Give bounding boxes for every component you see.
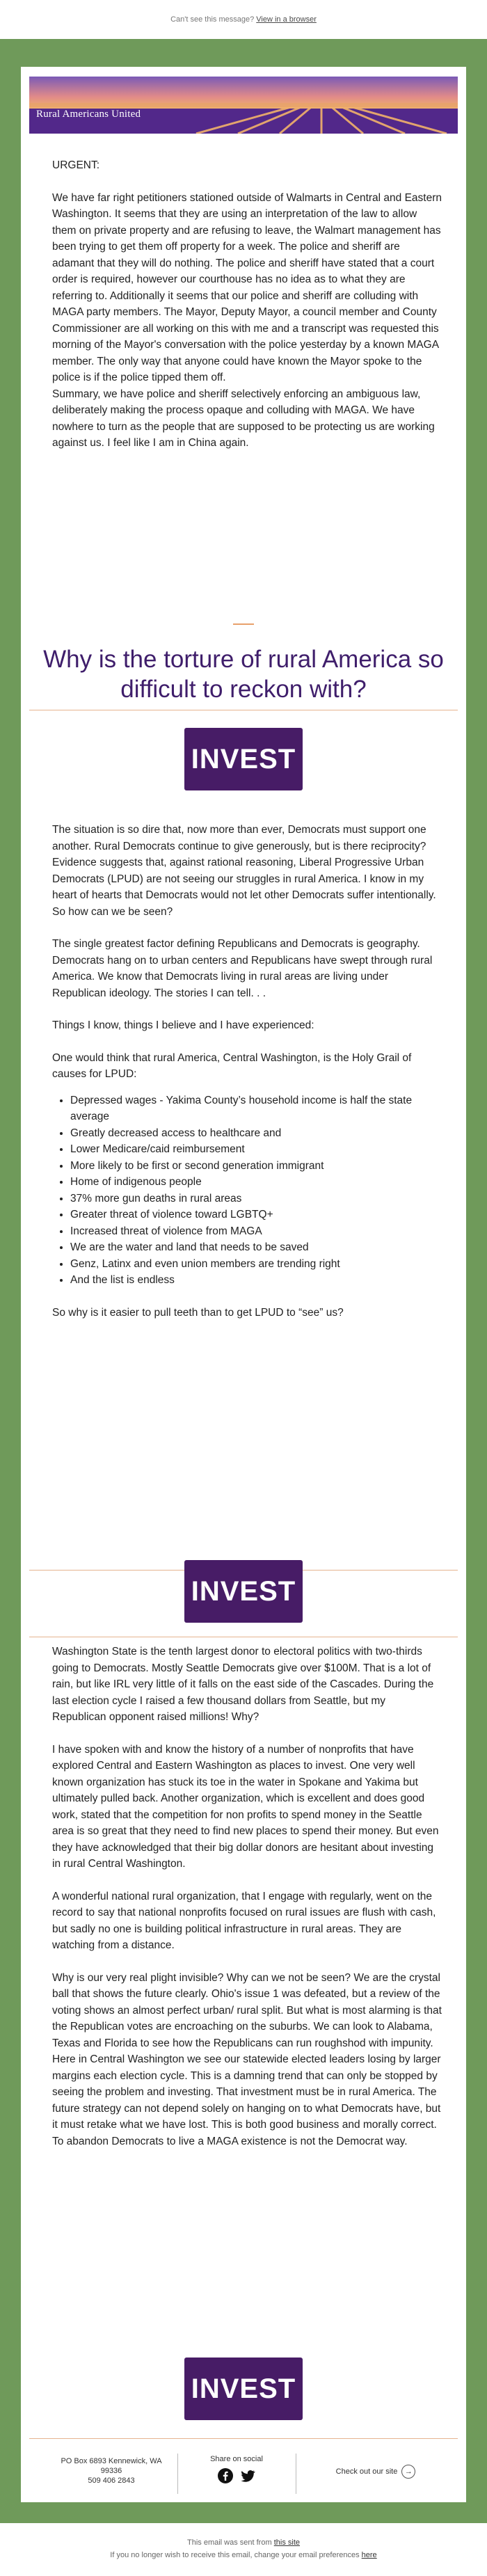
summary-paragraph: Summary, we have police and sheriff selectively enforcing an ambiguous law, deliberately making the process opaque and colluding with MAGA. We have nowhere to turn as the people that are supposed to be protecting us are working against us. I feel like I am in China again. [52, 388, 435, 449]
phone-number: 509 406 2843 [88, 2476, 135, 2485]
list-item: • And the list is endless [70, 1272, 442, 1289]
list-item: • We are the water and land that needs to be saved [70, 1239, 442, 1256]
facebook-icon[interactable] [217, 2467, 234, 2486]
footer-divider [177, 2454, 178, 2494]
preheader-text: Can't see this message? [170, 15, 255, 24]
view-in-browser-link[interactable]: View in a browser [256, 15, 317, 24]
section1-paragraph: Things I know, things I believe and I have experienced: [52, 1019, 314, 1031]
section1-paragraph: One would think that rural America, Central Washington, is the Holy Grail of causes for LPUD: [52, 1051, 412, 1080]
section1-paragraph: The situation is so dire that, now more than ever, Democrats must support one another. Rural Democrats continue to give generously, but is there reciprocity? Evidence suggests that, against rational reasoning, Liberal Progressive Urban Democrats (LPUD) are not seeing our struggles in rural America. I know in my heart of hearts that Democrats would not let other Democrats suffer intentionally. So how can we be seen? [52, 824, 436, 918]
footer-social [184, 2455, 289, 2486]
section2-paragraph: A wonderful national rural organization, that I engage with regularly, went on the record to say that national nonprofits focused on rural issues are flush with cash, but sadly no one is building political infrastructure in rural areas. They are watching from a distance. [52, 1890, 436, 1951]
list-item: • 37% more gun deaths in rural areas [70, 1191, 442, 1207]
invest-button[interactable]: INVEST [184, 1560, 303, 1623]
intro-paragraph: We have far right petitioners stationed outside of Walmarts in Central and Eastern Washington. It seems that they are using an interpretation of the law to allow them on private property and are refusing to leave, the Walmart management has been trying to get them off property for a week. The police and sheriff are adamant that they will do nothing. The police and sheriff have stated that a court order is required, however our courthouse has no idea as to what they are referring to. Additionally it seems that our police and sheriff are colluding with MAGA party members. The Mayor, Deputy Mayor, a council member and County Commissioner are all working on this with me and a transcript was requested this morning of the Mayor's conversation with the police yesterday by a known MAGA member. The only way that anyone could have known the Mayor spoke to the police is if the police tipped them off. [52, 191, 442, 383]
section2-paragraph: Why is our very real plight invisible? Why can we not be seen? We are the crystal ball that shows the future clearly. Ohio's issue 1 was defeated, but a review of the voting shows an almost perfect urban/ rural split. But what is most alarming is that the Republican votes are encroaching on the suburbs. We can look to Alabama, Texas and Florida to see how the Republicans can run roughshod with impunity. Here in Central Washington we see our statewide elected leaders losing by larger margins each election cycle. This is a damning trend that can only be stopped by seeing the problem and investing. That investment must be in rural America. The future strategy can not depend solely on hanging on to what Democrats have, but it must retake what we have lost. This is both good business and morally correct. To abandon Democrats to live a MAGA existence is not the Democrat way. [52, 1971, 442, 2147]
preheader [0, 0, 487, 39]
email-card [21, 67, 466, 2502]
banner-title: Rural Americans United [36, 109, 141, 120]
urgent-label: URGENT: [52, 159, 100, 171]
header-banner [29, 77, 458, 134]
section1-paragraph: So why is it easier to pull teeth than to get LPUD to “see” us? [52, 1306, 344, 1319]
footer-address [52, 2456, 170, 2486]
intro-section [52, 157, 442, 468]
causes-list [52, 1092, 442, 1289]
section-two [52, 1644, 442, 2165]
list-item: • Depressed wages - Yakima County’s household income is half the state average [70, 1092, 442, 1125]
list-item: • Home of indigenous people [70, 1174, 442, 1191]
footer [52, 2454, 442, 2495]
list-item: • Genz, Latinx and even union members are trending right [70, 1256, 442, 1273]
site-label[interactable]: Check out our site [335, 2467, 398, 2476]
arrow-right-icon[interactable]: → [401, 2465, 415, 2479]
sent-from-text: This email was sent from [186, 2538, 272, 2547]
unsubscribe-text: If you no longer wish to receive this email, change your email preferences [110, 2551, 360, 2559]
section2-paragraph: I have spoken with and know the history of a number of nonprofits that have explored Central and Eastern Washington as places to invest. One very well known organization has stuck its toe in the water in Spokane and Yakima but ultimately pulled back. Another organization, which is excellent and does good work, stated that the competition for non profits to spend money in the Seattle area is so great that they need to find new places to spend their money. But even they have acknowledged that their big dollar donors are hesitant about investing in rural Central Washington. [52, 1743, 439, 1870]
list-item: • Greatly decreased access to healthcare and [70, 1125, 442, 1142]
page-headline: Why is the torture of rural America so difficult to reckon with? [43, 646, 444, 703]
address-line: 99336 [100, 2467, 122, 2475]
short-divider [233, 623, 254, 625]
email-frame [0, 39, 487, 2523]
section2-paragraph: Washington State is the tenth largest donor to electoral politics with two-thirds going to Democrats. Mostly Seattle Democrats give over $100M. That is a lot of rain, but like IRL very little of it falls on the east side of the Cascades. During the last election cycle I raised a few thousand dollars from Seattle, but my Republican opponent raised millions! Why? [52, 1646, 434, 1723]
section-one [52, 822, 442, 1337]
footer-site-link[interactable] [310, 2465, 442, 2479]
divider [29, 2438, 458, 2439]
banner-image [29, 77, 458, 134]
this-site-link[interactable]: this site [273, 2538, 300, 2547]
social-label: Share on social [210, 2455, 263, 2463]
preferences-link[interactable]: here [361, 2551, 377, 2559]
list-item: • More likely to be first or second generation immigrant [70, 1158, 442, 1175]
list-item: • Increased threat of violence from MAGA [70, 1223, 442, 1240]
list-item: • Greater threat of violence toward LGBTQ+ [70, 1207, 442, 1223]
invest-button[interactable]: INVEST [184, 728, 303, 790]
section1-paragraph: The single greatest factor defining Republicans and Democrats is geography. Democrats hang on to urban centers and Republicans have swept through rural America. We know that Democrats living in rural areas are living under Republican ideology. The stories I can tell. . . [52, 938, 433, 999]
invest-button[interactable]: INVEST [184, 2358, 303, 2420]
post-footer [0, 2536, 487, 2561]
list-item: • Lower Medicare/caid reimbursement [70, 1141, 442, 1158]
twitter-icon[interactable] [239, 2467, 256, 2486]
address-line: PO Box 6893 Kennewick, WA [61, 2457, 162, 2465]
